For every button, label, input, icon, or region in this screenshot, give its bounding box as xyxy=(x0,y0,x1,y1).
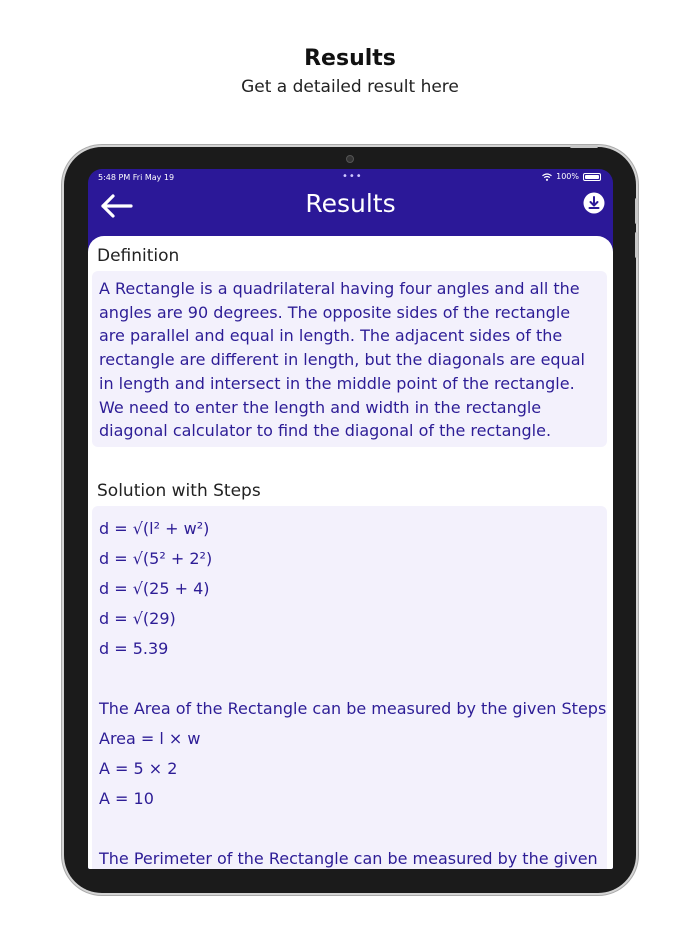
solution-steps xyxy=(92,506,607,869)
perimeter-intro: The Perimeter of the Rectangle can be measured by the given xyxy=(99,849,598,868)
definition-card xyxy=(92,271,607,447)
definition-text: A Rectangle is a quadrilateral having four angles and all the angles are 90 degrees. The opposite sides of the rectangle are parallel and equal in length. The adjacent sides of the rectangle are different in length, but the diagonals are equal in length and intersect in the middle point of the rectangle. We need to enter the length and width in the rectangle diagonal calculator to find the diagonal of the rectangle. xyxy=(99,279,585,441)
promo-subtitle: Get a detailed result here xyxy=(241,77,459,97)
download-icon[interactable] xyxy=(583,192,605,214)
solution-card xyxy=(92,506,607,869)
diagonal-step: d = √(25 + 4) xyxy=(99,579,210,598)
tablet-volume-down xyxy=(635,232,638,258)
diagonal-step: d = √(l² + w²) xyxy=(99,519,210,538)
diagonal-result: d = 5.39 xyxy=(99,639,169,658)
status-bar xyxy=(88,169,613,187)
wifi-icon xyxy=(542,173,552,181)
multitasking-dots[interactable]: ••• xyxy=(342,171,363,182)
area-step: A = 5 × 2 xyxy=(99,759,178,778)
tablet-top-button xyxy=(570,145,598,148)
definition-heading: Definition xyxy=(97,246,180,266)
arrow-left-icon[interactable] xyxy=(100,191,134,221)
area-step: Area = l × w xyxy=(99,729,201,748)
page-title: Results xyxy=(305,189,396,218)
diagonal-step: d = √(29) xyxy=(99,609,176,628)
status-right xyxy=(542,172,601,181)
promo-title: Results xyxy=(304,46,396,71)
area-result: A = 10 xyxy=(99,789,154,808)
status-time: 5:48 PM Fri May 19 xyxy=(98,173,175,182)
battery-percent: 100% xyxy=(556,172,579,181)
app-screen xyxy=(88,169,613,869)
diagonal-step: d = √(5² + 2²) xyxy=(99,549,213,568)
app-bar xyxy=(88,187,613,237)
tablet-volume-up xyxy=(635,198,638,224)
battery-icon xyxy=(583,173,601,181)
front-camera xyxy=(346,155,354,163)
results-content[interactable] xyxy=(88,236,613,869)
area-intro: The Area of the Rectangle can be measured by the given Steps xyxy=(99,699,607,718)
solution-heading: Solution with Steps xyxy=(97,481,261,501)
